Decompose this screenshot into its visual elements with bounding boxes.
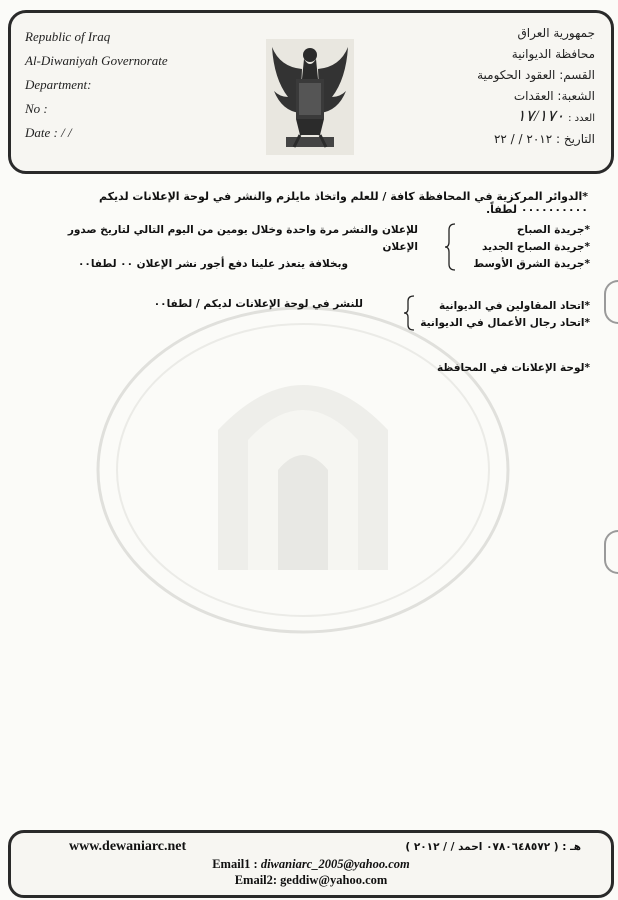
governorate-board-item: *لوحة الإعلانات في المحافظة bbox=[437, 362, 590, 374]
website-text: www.dewaniarc.net bbox=[69, 839, 187, 854]
list-item: *جريدة الشرق الأوسط bbox=[473, 258, 590, 270]
header-section-ar: الشعبة: العقدات bbox=[513, 89, 595, 103]
list-item: *جريدة الصباح bbox=[516, 224, 590, 236]
header-date-en: Date : / / bbox=[25, 125, 72, 140]
brace-icon bbox=[402, 294, 418, 332]
email1-address: diwaniarc_2005@yahoo.com bbox=[260, 857, 410, 871]
binder-hole bbox=[604, 280, 618, 324]
arabic-header-block bbox=[477, 23, 595, 150]
header-number-row bbox=[477, 107, 595, 129]
union-list bbox=[420, 298, 590, 332]
list-item: *اتحاد المقاولين في الديوانية bbox=[438, 300, 590, 312]
newspaper-publishing-note bbox=[58, 222, 418, 273]
letterhead-footer bbox=[8, 830, 614, 898]
header-country-ar: جمهورية العراق bbox=[517, 26, 595, 40]
iraq-eagle-emblem-icon bbox=[266, 39, 354, 155]
header-number-en: No : bbox=[25, 101, 48, 116]
header-governorate-en: Al-Diwaniyah Governorate bbox=[25, 53, 168, 68]
watermark-seal bbox=[88, 300, 518, 640]
header-date-ar: التاريخ : ٢٠١٢ / / ٢٢ bbox=[493, 132, 595, 146]
list-item: *اتحاد رجال الأعمال في الديوانية bbox=[420, 317, 590, 329]
header-country-en: Republic of Iraq bbox=[25, 29, 111, 44]
header-department-en: Department: bbox=[25, 77, 92, 92]
union-publishing-note: للنشر في لوحة الإعلانات لديكم / لطفا٠٠ bbox=[153, 298, 363, 310]
brace-icon bbox=[443, 222, 459, 272]
newspaper-list bbox=[473, 222, 590, 273]
letterhead-header bbox=[8, 10, 614, 174]
email1-label: Email1 : bbox=[212, 857, 261, 871]
email1-line bbox=[11, 857, 611, 872]
intro-paragraph: *الدوائر المركزية في المحافظة كافة / للعلم واتخاذ مايلزم والنشر في لوحة الإعلانات لديكم ٠٠٠٠٠٠٠٠٠٠ لطفاً. bbox=[98, 190, 588, 216]
header-number-value: ١٧/١٧٠ bbox=[516, 108, 565, 125]
header-number-label: العدد : bbox=[568, 113, 595, 124]
note-line: وبخلافة يتعذر علينا دفع أجور نشر الإعلان ٠٠ لطفا٠٠ bbox=[78, 258, 348, 270]
english-header-block bbox=[25, 25, 168, 145]
header-department-ar: القسم: العقود الحكومية bbox=[477, 68, 595, 82]
header-governorate-ar: محافظة الديوانية bbox=[511, 47, 595, 61]
phone-text: هـ : ( ٠٧٨٠٦٤٨٥٧٢ احمد / / ٢٠١٢ ) bbox=[405, 841, 581, 853]
list-item: *جريدة الصباح الجديد bbox=[482, 241, 590, 253]
note-line: للإعلان والنشر مرة واحدة وخلال يومين من اليوم التالي لتاريخ صدور الإعلان bbox=[67, 224, 418, 253]
email2-line: Email2: geddiw@yahoo.com bbox=[234, 873, 388, 887]
binder-hole bbox=[604, 530, 618, 574]
